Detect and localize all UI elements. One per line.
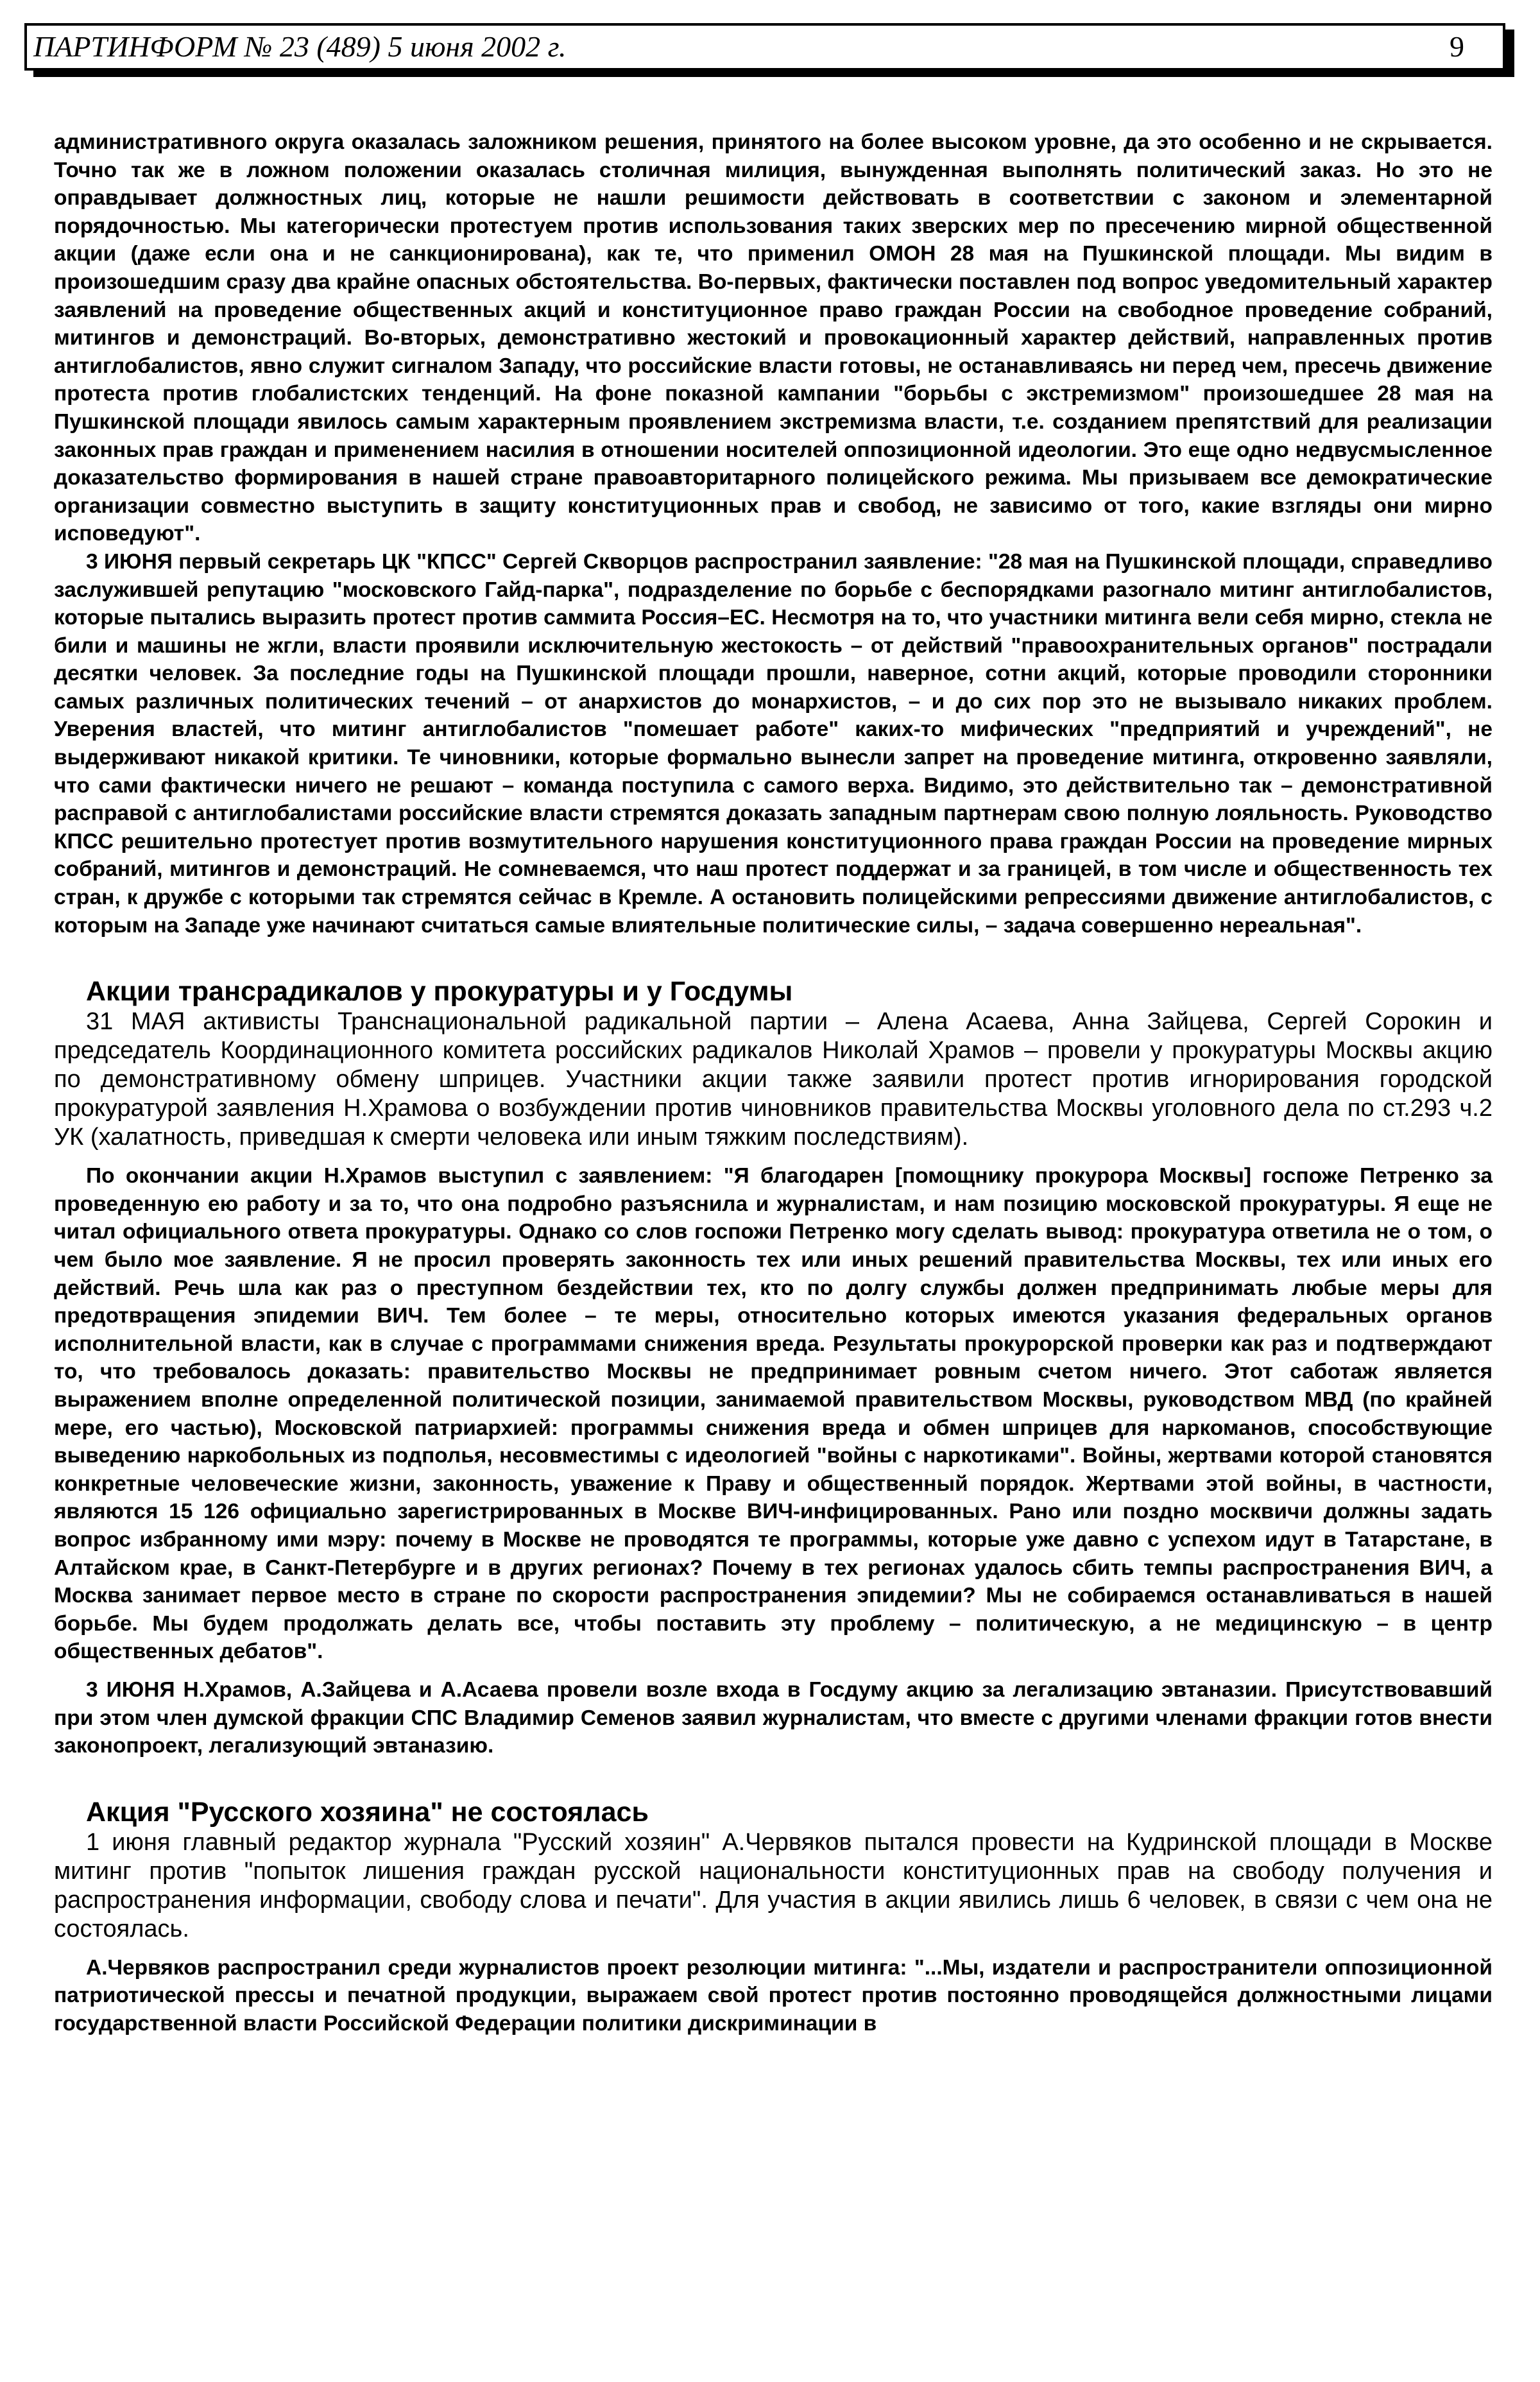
article-body bbox=[54, 128, 1493, 2037]
page-header bbox=[24, 23, 1505, 71]
paragraph-resolution: А.Червяков распространил среди журналистов проект резолюции митинга: "...Мы, издатели и распространители оппозиционной патриотической прессы и печатной продукции, выражаем свой протест против постоянно проводящейся должностными лицами государственной власти Российской Федерации политики дискриминации в bbox=[54, 1955, 1493, 2035]
publication-title: ПАРТИНФОРМ № 23 (489) 5 июня 2002 г. bbox=[33, 30, 567, 63]
section-heading-russky-khozyain: Акция "Русского хозяина" не состоялась bbox=[86, 1796, 649, 1828]
paragraph-khramov-statement: По окончании акции Н.Храмов выступил с заявлением: "Я благодарен [помощнику прокурора Москвы] госпоже Петренко за проведенную ею работу и за то, что она подробно разъяснила и журналистам, и нам позицию московской прокуратуры. Я еще не читал официального ответа прокуратуры. Однако со слов госпожи Петренко могу сделать вывод: прокуратура ответила не о том, о чем было мое заявление. Я не просил проверять законность тех или иных решений правительства Москвы, тех или иных его действий. Речь шла как раз о преступном бездействии тех, кто по долгу службы должен предпринимать любые меры для предотвращения эпидемии ВИЧ. Тем более – те меры, относительно которых имеются указания федеральных органов исполнительной власти, как в случае с программами снижения вреда. Результаты прокурорской проверки как раз и подтверждают то, что требовалось доказать: правительство Москвы не предпринимает ровным счетом ничего. Этот саботаж является выражением вполне определенной политической позиции, занимаемой правительством Москвы, руководством МВД (по крайней мере, его частью), Московской патриархией: программы снижения вреда и обмен шприцев для наркоманов, способствующие выведению наркобольных из подполья, несовместимы с идеологией "войны с наркотиками". Войны, жертвами которой становятся конкретные человеческие жизни, законность, уважение к Праву и общественный порядок. Жертвами этой войны, в частности, являются 15 126 официально зарегистрированных в Москве ВИЧ-инфицированных. Рано или поздно москвичи должны задать вопрос избранному ими мэру: почему в Москве не проводятся те программы, которые уже давно с успехом идут в Татарстане, в Алтайском крае, в Санкт-Петербурге и в других регионах? Почему в тех регионах удалось сбить темпы распространения ВИЧ, а Москва занимает первое место в стране по скорости распространения эпидемии? Мы не собираемся останавливаться в нашей борьбе. Мы будем продолжать делать все, чтобы поставить эту проблему – политическую, а не медицинскую – в центр общественных дебатов". bbox=[54, 1164, 1493, 1664]
section-heading-transradicals: Акции трансрадикалов у прокуратуры и у Госдумы bbox=[86, 976, 793, 1007]
paragraph-june-3-euthanasia: 3 ИЮНЯ Н.Храмов, А.Зайцева и А.Асаева провели возле входа в Госдуму акцию за легализацию эвтаназии. Присутствовавший при этом член думской фракции СПС Владимир Семенов заявил журналистам, что вместе с другими членами фракции готов внести законопроект, легализующий эвтаназию. bbox=[54, 1677, 1493, 1758]
paragraph-may-31: 31 МАЯ активисты Транснациональной радикальной партии – Алена Асаева, Анна Зайцева, Сергей Сорокин и председатель Координационного комитета российских радикалов Николай Храмов – провели у прокуратуры Москвы акцию по демонстративному обмену шприцев. Участники акции также заявили протест против игнорирования городской прокуратурой заявления Н.Храмова о возбуждении против чиновников правительства Москвы уголовного дела по ст.293 ч.2 УК (халатность, приведшая к смерти человека или иным тяжким последствиям). bbox=[54, 1008, 1493, 1151]
paragraph-statement-continued: административного округа оказалась заложником решения, принятого на более высоком уровне, да это особенно и не скрывается. Точно так же в ложном положении оказалась столичная милиция, вынужденная выполнять политический заказ. Но это не оправдывает должностных лиц, которые не нашли решимости действовать в соответствии с законом и элементарной порядочностью. Мы категорически протестуем против использования таких зверских мер по пресечению мирной общественной акции (даже если она и не санкционирована), как те, что применил ОМОН 28 мая на Пушкинской площади. Мы видим в произошедшим сразу два крайне опасных обстоятельства. Во-первых, фактически поставлен под вопрос уведомительный характер заявлений на проведение общественных акций и конституционное право граждан России на свободное проведение собраний, митингов и демонстраций. Во-вторых, демонстративно жестокий и провокационный характер действий, направленных против антиглобалистов, явно служит сигналом Западу, что российские власти готовы, не останавливаясь ни перед чем, пресечь движение протеста против глобалистских тенденций. На фоне показной кампании "борьбы с экстремизмом" произошедшее 28 мая на Пушкинской площади явилось самым характерным проявлением экстремизма власти, т.е. созданием препятствий для реализации законных прав граждан и применением насилия в отношении носителей оппозиционной идеологии. Это еще одно недвусмысленное доказательство формирования в нашей стране правоавторитарного полицейского режима. Мы призываем все демократические организации совместно выступить в защиту конституционных прав и свобод, не зависимо от того, какие взгляды они мирно исповедуют". bbox=[54, 130, 1493, 546]
page-number: 9 bbox=[1450, 30, 1464, 63]
paragraph-kpss-statement: 3 ИЮНЯ первый секретарь ЦК "КПСС" Сергей Скворцов распространил заявление: "28 мая на Пушкинской площади, справедливо заслужившей репутацию "московского Гайд-парка", подразделение по борьбе с беспорядками разогнало митинг антиглобалистов, которые пытались выразить протест против саммита Россия–ЕС. Несмотря на то, что участники митинга вели себя мирно, стекла не били и машины не жгли, власти проявили исключительную жестокость – от действий "правоохранительных органов" пострадали десятки человек. За последние годы на Пушкинской площади прошли, наверное, сотни акций, которые проводили сторонники самых различных политических течений – от анархистов до монархистов, – и до сих пор это не вызывало никаких проблем. Уверения властей, что митинг антиглобалистов "помешает работе" каких-то мифических "предприятий и учреждений", не выдерживают никакой критики. Те чиновники, которые формально вынесли запрет на проведение митинга, откровенно заявляли, что сами фактически ничего не решают – команда поступила с самого верха. Видимо, это действительно так – демонстративной расправой с антиглобалистами российские власти стремятся доказать западным партнерам свою полную лояльность. Руководство КПСС решительно протестует против возмутительного нарушения конституционного права граждан России на проведение мирных собраний, митингов и демонстраций. Не сомневаемся, что наш протест поддержат и за границей, в том числе и общественность тех стран, к дружбе с которыми так стремятся сейчас в Кремле. А остановить полицейскими репрессиями движение антиглобалистов, с которым на Западе уже начинают считаться самые влиятельные политические силы, – задача совершенно нереальная". bbox=[54, 549, 1493, 938]
paragraph-june-1: 1 июня главный редактор журнала "Русский хозяин" А.Червяков пытался провести на Кудринской площади в Москве митинг против "попыток лишения граждан русской национальности конституционных прав на свободу получения и распространения информации, свободу слова и печати". Для участия в акции явились лишь 6 человек, в связи с чем она не состоялась. bbox=[54, 1828, 1493, 1942]
